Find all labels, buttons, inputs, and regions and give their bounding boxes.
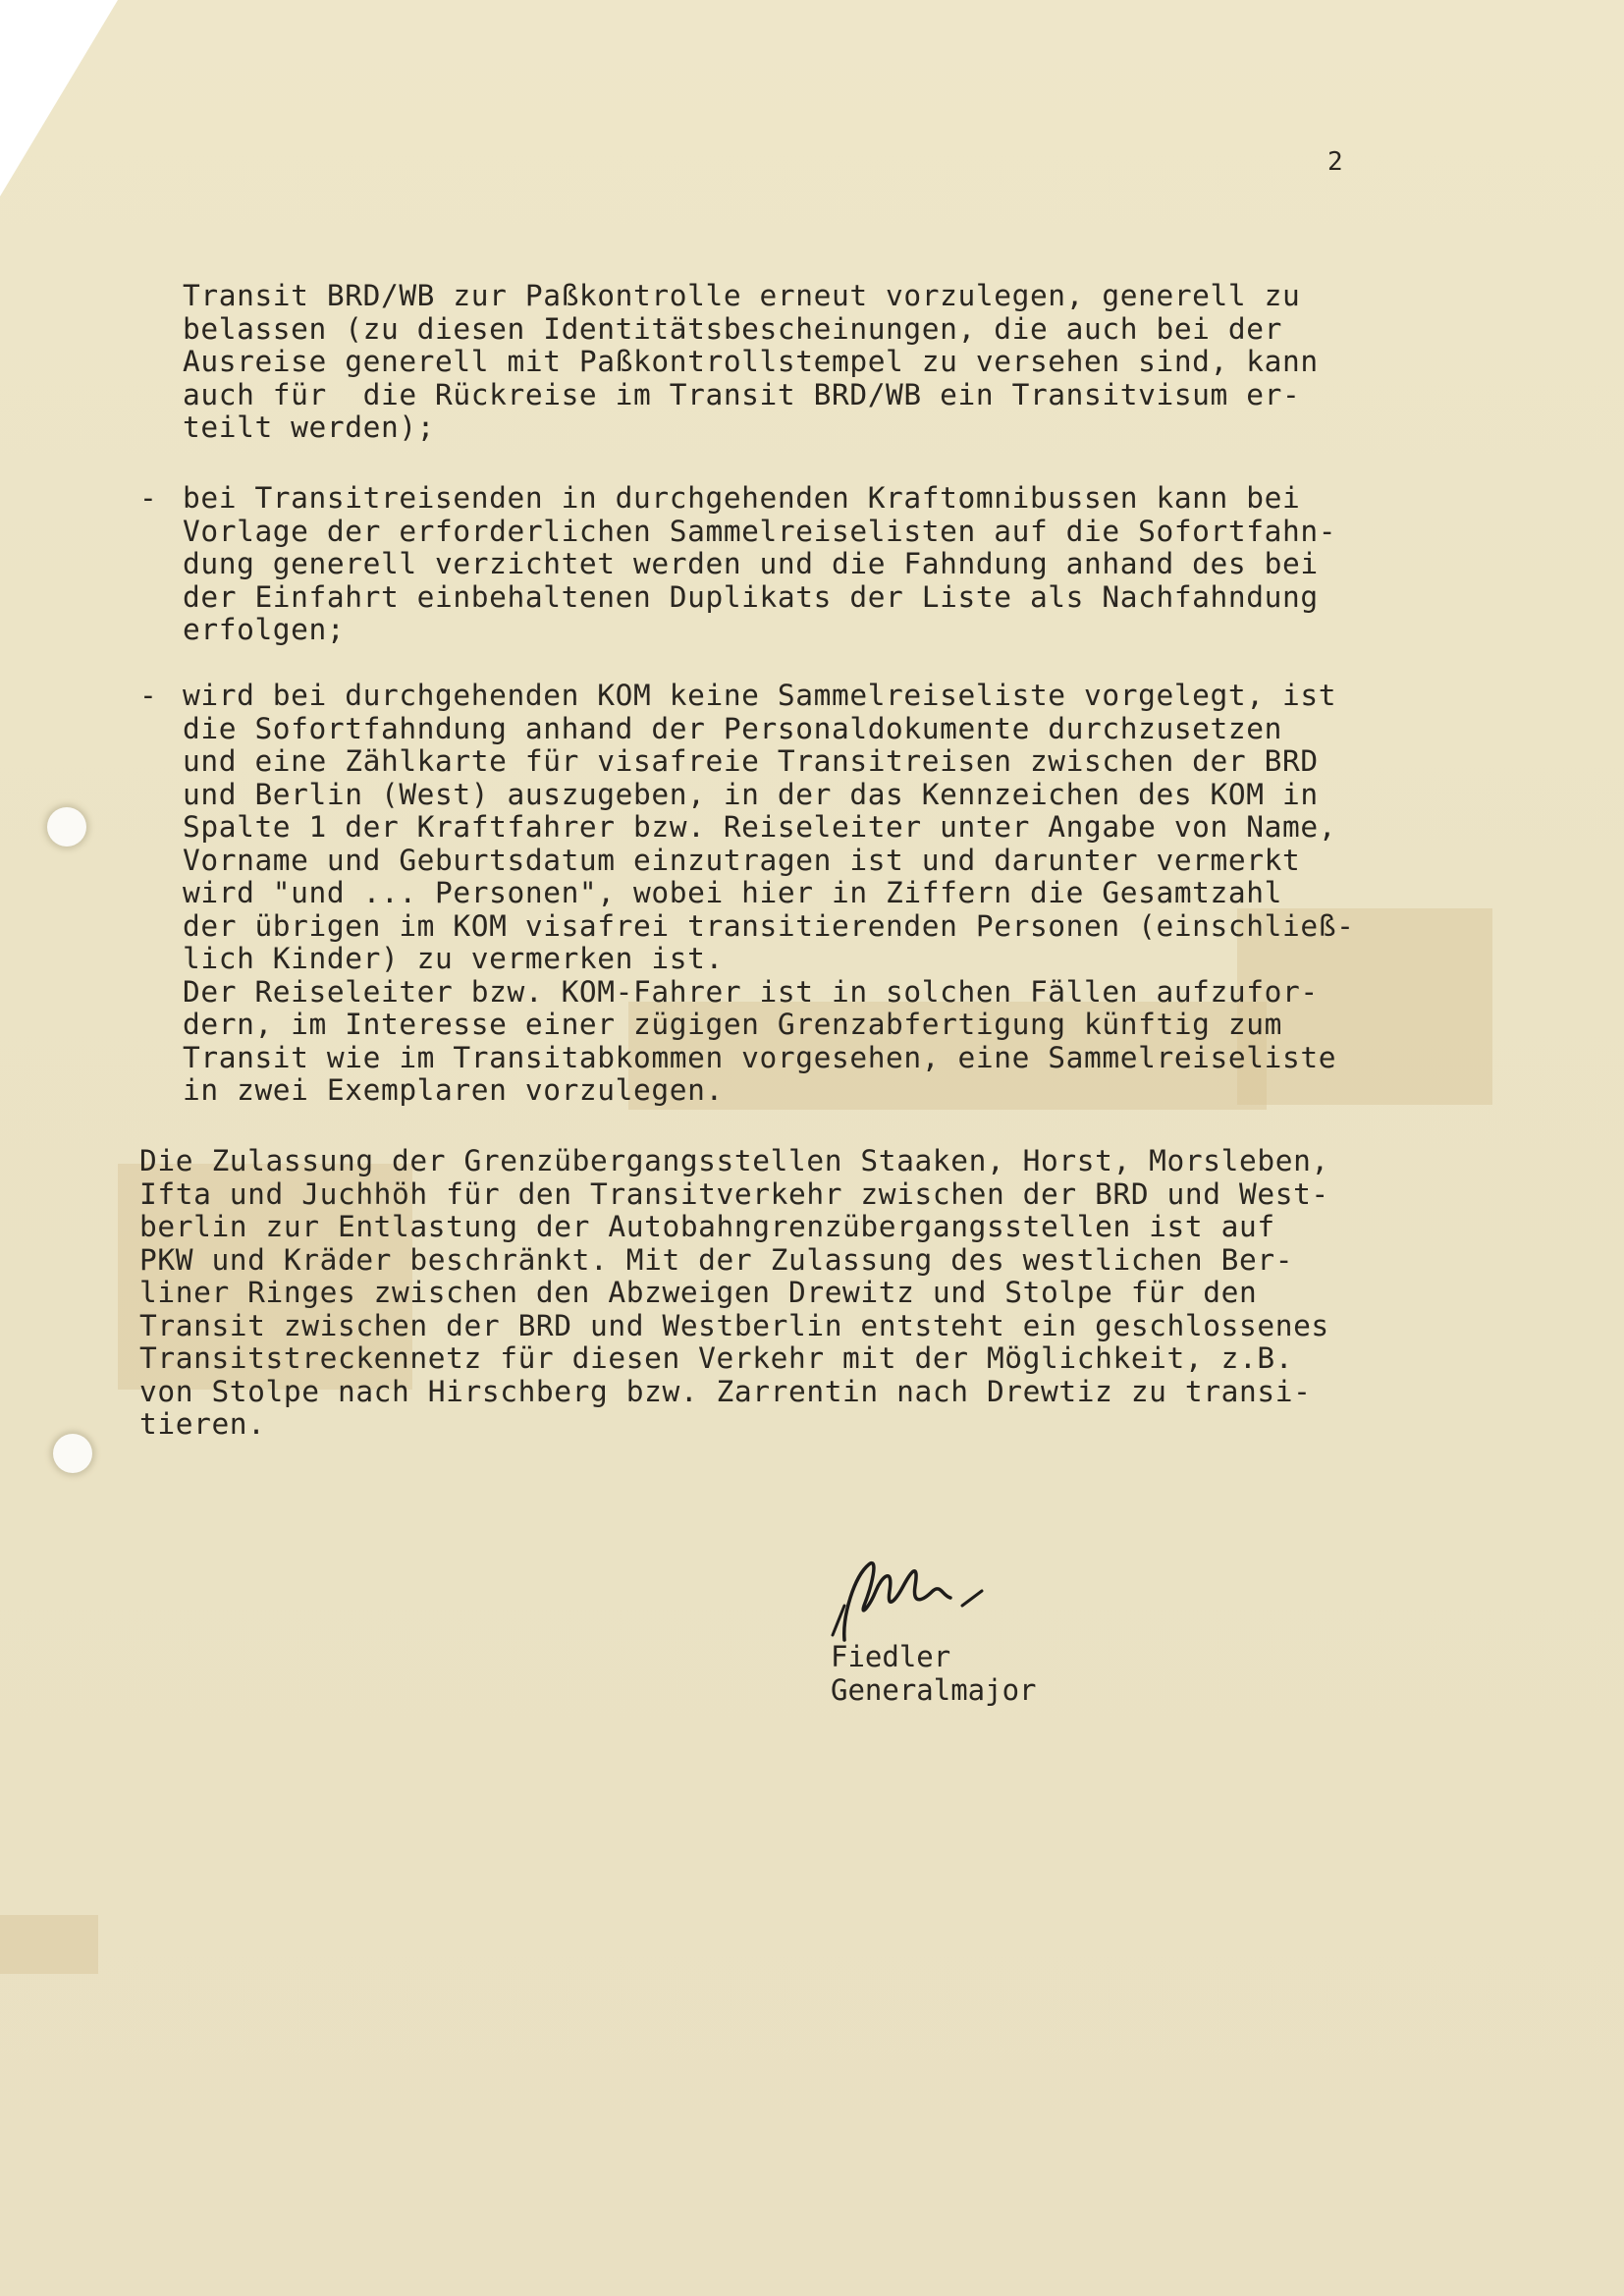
paragraph-border-crossings: Die Zulassung der Grenzübergangsstellen Staaken, Horst, Morsleben, Ifta und Juchhöh für den Transitverkehr zwischen der BRD und West- berlin zur Entlastung der Autobahngrenzübergangsstellen ist auf PKW und Kräder beschränkt. Mit der Zulassung des westlichen Ber- liner Ringes zwischen den Abzweigen Drewitz und Stolpe für den Transit zwischen der BRD und Westberlin entsteht ein geschlossenes Transitstreckennetz für diesen Verkehr mit der Möglichkeit, z.B. von Stolpe nach Hirschberg bzw. Zarrentin nach Drewtiz zu transi- tieren. (139, 1144, 1329, 1441)
folded-corner (0, 0, 118, 196)
bullet-dash: - (139, 679, 157, 712)
page-number: 2 (1327, 147, 1343, 177)
signatory-rank: Generalmajor (831, 1673, 1037, 1707)
paragraph-continuation: Transit BRD/WB zur Paßkontrolle erneut vorzulegen, generell zu belassen (zu diesen Identitätsbescheinungen, die auch bei der Ausreise generell mit Paßkontrollstempel zu versehen sind, kann auch für die Rückreise im Transit BRD/WB ein Transitvisum er- teilt werden); (183, 279, 1319, 444)
punch-hole-lower (53, 1434, 92, 1473)
tape-strip (0, 1915, 98, 1974)
paragraph-bus-transit: bei Transitreisenden in durchgehenden Kraftomnibussen kann bei Vorlage der erforderlichen Sammelreiselisten auf die Sofortfahn- dung generell verzichtet werden und die Fahndung anhand des bei der Einfahrt einbehaltenen Duplikats der Liste als Nachfahndung erfolgen; (183, 481, 1337, 646)
handwritten-signature (825, 1547, 1011, 1655)
paragraph-kom-no-list: wird bei durchgehenden KOM keine Sammelreiseliste vorgelegt, ist die Sofortfahndung anhand der Personaldokumente durchzusetzen und eine Zählkarte für visafreie Transitreisen zwischen der BRD und Berlin (West) auszugeben, in der das Kennzeichen des KOM in Spalte 1 der Kraftfahrer bzw. Reiseleiter unter Angabe von Name, Vorname und Geburtsdatum einzutragen ist und darunter vermerkt wird "und ... Personen", wobei hier in Ziffern die Gesamtzahl der übrigen im KOM visafrei transitierenden Personen (einschließ- lich Kinder) zu vermerken ist. Der Reiseleiter bzw. KOM-Fahrer ist in solchen Fällen aufzufor- dern, im Interesse einer zügigen Grenzabfertigung künftig zum Transit wie im Transitabkommen vorgesehen, eine Sammelreiseliste in zwei Exemplaren vorzulegen. (183, 679, 1355, 1107)
signatory-name: Fiedler (831, 1640, 951, 1673)
punch-hole-upper (47, 807, 86, 847)
bullet-dash: - (139, 481, 157, 515)
